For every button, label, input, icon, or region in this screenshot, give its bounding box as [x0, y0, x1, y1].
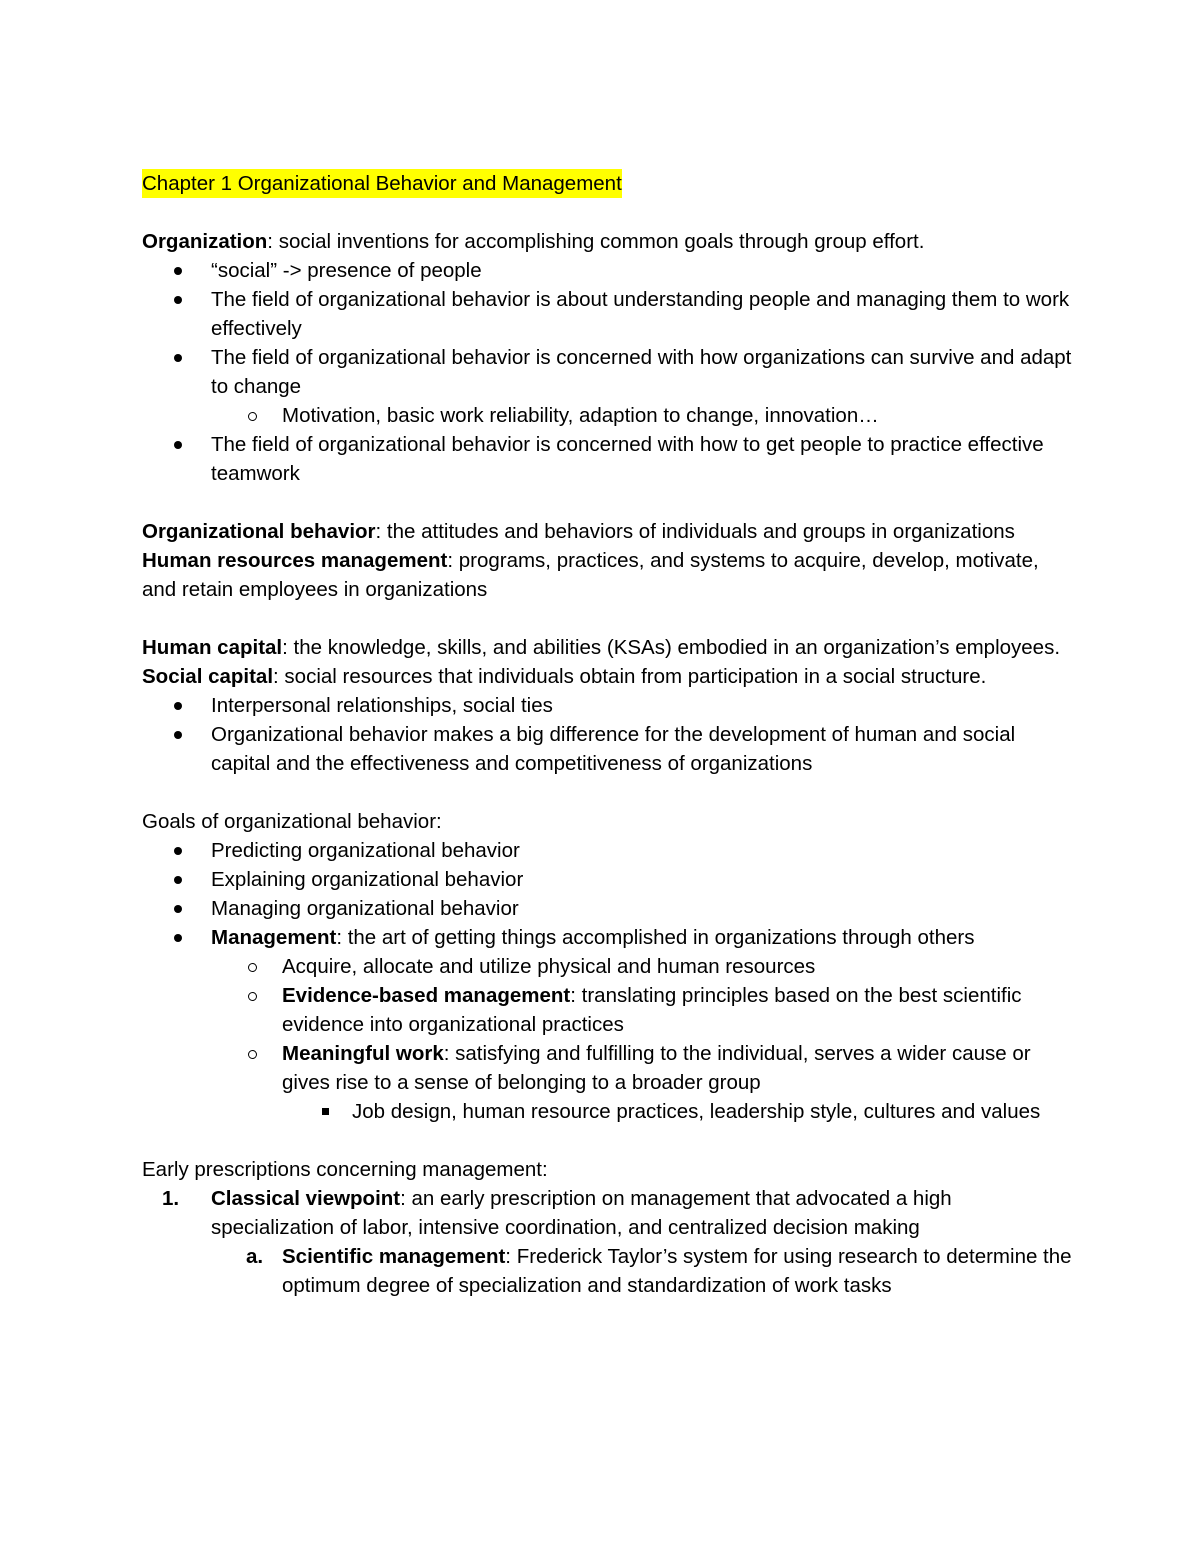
bullet-icon: [174, 296, 182, 304]
list-item-text: : translating principles based on the best scientific evidence into organizational practices: [282, 984, 1022, 1036]
bullet-icon: [174, 354, 182, 362]
numbered-list-item: [142, 1184, 1072, 1242]
bullet-icon: [174, 702, 182, 710]
list-item-text: The field of organizational behavior is about understanding people and managing them to work effectively: [211, 288, 1070, 340]
sub-sub-list-item: [142, 1097, 1072, 1126]
list-item-text: The field of organizational behavior is concerned with how to get people to practice effective teamwork: [211, 433, 1044, 485]
goals-bullet-list: [142, 836, 1072, 1126]
circle-bullet-icon: [248, 963, 257, 972]
list-item: [142, 256, 1072, 285]
list-item-text: Explaining organizational behavior: [211, 868, 524, 891]
bullet-icon: [174, 905, 182, 913]
social-capital-definition-text: : social resources that individuals obtain from participation in a social structure.: [273, 665, 987, 688]
term-classical-viewpoint: Classical viewpoint: [211, 1187, 401, 1210]
circle-bullet-icon: [248, 1050, 257, 1059]
list-number: 1.: [162, 1187, 180, 1210]
bullet-icon: [174, 731, 182, 739]
bullet-icon: [174, 934, 182, 942]
list-item-text: : an early prescription on management that advocated a high specialization of labor, intensive coordination, and centralized decision making: [211, 1187, 952, 1239]
bullet-icon: [174, 267, 182, 275]
sub-list-item: [142, 401, 1072, 430]
document-page: [142, 169, 1072, 1300]
organization-definition: [142, 227, 1072, 256]
human-capital-definition-text: : the knowledge, skills, and abilities (KSAs) embodied in an organization’s employees.: [282, 636, 1061, 659]
ob-definition: [142, 517, 1072, 546]
organization-bullet-list: [142, 256, 1072, 488]
list-item-text: : satisfying and fulfilling to the individual, serves a wider cause or gives rise to a sense of belonging to a broader group: [282, 1042, 1031, 1094]
list-item: [142, 720, 1072, 778]
list-item: [142, 430, 1072, 488]
early-prescriptions-list: [142, 1184, 1072, 1300]
list-item: [142, 343, 1072, 401]
term-human-capital: Human capital: [142, 636, 283, 659]
list-item: [142, 836, 1072, 865]
term-social-capital: Social capital: [142, 665, 274, 688]
list-item-text: : Frederick Taylor’s system for using research to determine the optimum degree of specialization and standardization of work tasks: [282, 1245, 1072, 1297]
sub-list-item: [142, 981, 1072, 1039]
hrm-definition: [142, 546, 1072, 604]
circle-bullet-icon: [248, 412, 257, 421]
term-hrm: Human resources management: [142, 549, 448, 572]
list-item-text: Organizational behavior makes a big difference for the development of human and social capital and the effectiveness and competitiveness of organizations: [211, 723, 1016, 775]
lettered-list-item: [142, 1242, 1072, 1300]
list-item: [142, 894, 1072, 923]
list-item: [142, 865, 1072, 894]
term-evidence-based-management: Evidence-based management: [282, 984, 571, 1007]
term-organizational-behavior: Organizational behavior: [142, 520, 376, 543]
list-item-text: “social” -> presence of people: [211, 259, 482, 282]
goals-heading: Goals of organizational behavior:: [142, 810, 442, 833]
sub-list-item: [142, 952, 1072, 981]
list-item-text: Predicting organizational behavior: [211, 839, 520, 862]
term-organization: Organization: [142, 230, 268, 253]
hrm-definition-text: : programs, practices, and systems to acquire, develop, motivate, and retain employees in organizations: [142, 549, 1039, 601]
document-title: Chapter 1 Organizational Behavior and Management: [142, 169, 622, 198]
organization-definition-text: : social inventions for accomplishing common goals through group effort.: [267, 230, 925, 253]
ob-definition-text: : the attitudes and behaviors of individuals and groups in organizations: [375, 520, 1015, 543]
sub-list-item: [142, 1039, 1072, 1097]
bullet-icon: [174, 847, 182, 855]
human-capital-definition: [142, 633, 1072, 662]
square-bullet-icon: [322, 1108, 329, 1115]
list-item-text: Motivation, basic work reliability, adaption to change, innovation…: [282, 404, 879, 427]
list-item-text: The field of organizational behavior is concerned with how organizations can survive and adapt to change: [211, 346, 1072, 398]
early-prescriptions-heading: Early prescriptions concerning management:: [142, 1158, 548, 1181]
list-item: [142, 923, 1072, 952]
term-scientific-management: Scientific management: [282, 1245, 506, 1268]
bullet-icon: [174, 441, 182, 449]
circle-bullet-icon: [248, 992, 257, 1001]
term-meaningful-work: Meaningful work: [282, 1042, 444, 1065]
list-item-text: Acquire, allocate and utilize physical and human resources: [282, 955, 816, 978]
social-capital-bullet-list: [142, 691, 1072, 778]
list-item-text: : the art of getting things accomplished in organizations through others: [336, 926, 975, 949]
list-item-text: Interpersonal relationships, social ties: [211, 694, 553, 717]
list-item-text: Job design, human resource practices, leadership style, cultures and values: [352, 1100, 1041, 1123]
list-item: [142, 691, 1072, 720]
list-item-text: Managing organizational behavior: [211, 897, 519, 920]
social-capital-definition: [142, 662, 1072, 691]
bullet-icon: [174, 876, 182, 884]
list-letter: a.: [246, 1245, 264, 1268]
term-management: Management: [211, 926, 337, 949]
list-item: [142, 285, 1072, 343]
